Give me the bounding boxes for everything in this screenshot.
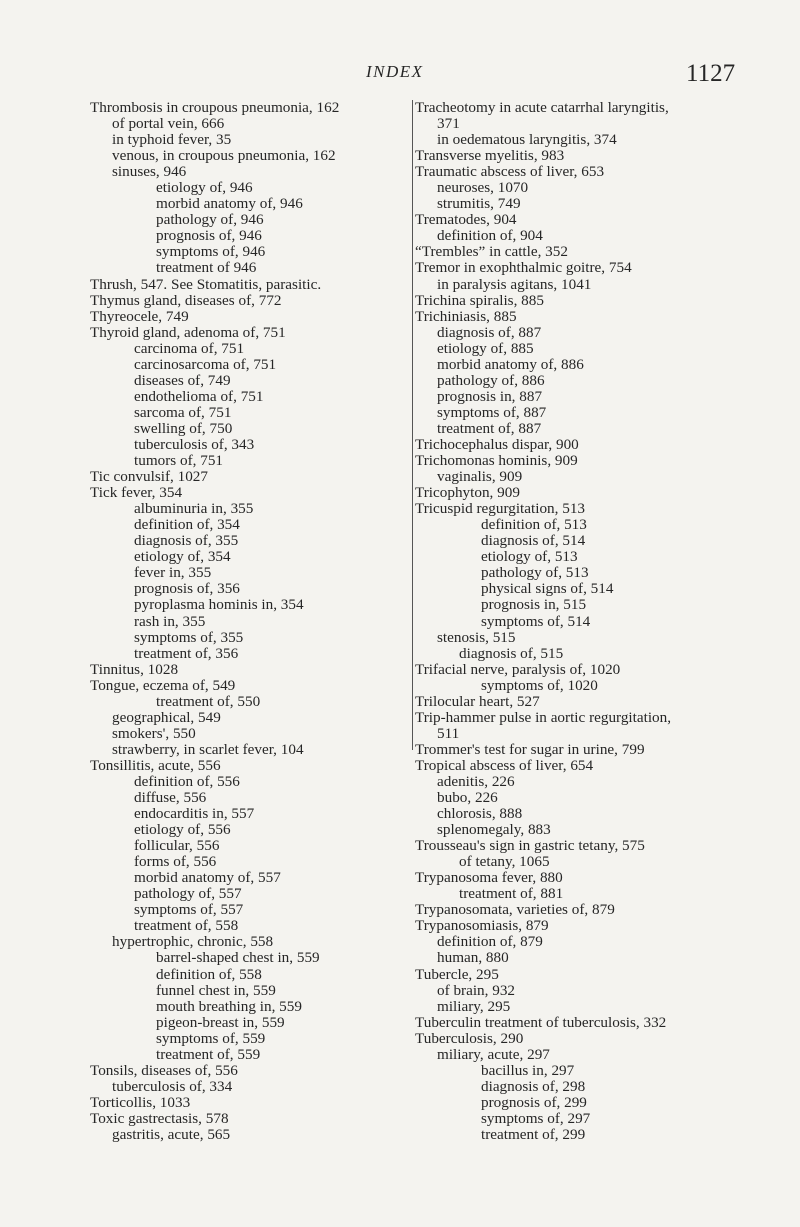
index-entry: carcinosarcoma of, 751 [134,355,277,373]
index-entry: Toxic gastrectasis, 578 [90,1109,229,1127]
index-entry: etiology of, 513 [481,548,578,566]
index-entry: pigeon-breast in, 559 [156,1013,285,1031]
index-entry: Traumatic abscess of liver, 653 [415,163,605,181]
index-entry: symptoms of, 514 [481,612,591,630]
index-entry: carcinoma of, 751 [134,339,245,357]
index-entry: Thrombosis in croupous pneumonia, 162 [90,99,340,116]
index-entry: Tubercle, 295 [415,965,499,983]
index-column-right [412,99,745,1143]
index-entry: Tropical abscess of liver, 654 [415,756,594,774]
index-entry: definition of, 879 [437,933,543,951]
index-entry: physical signs of, 514 [481,580,614,598]
index-entry: venous, in croupous pneumonia, 162 [112,147,336,165]
index-entry: treatment of, 550 [156,692,261,710]
index-entry: 371 [437,115,460,133]
index-entry: Trematodes, 904 [415,211,517,229]
index-entry: rash in, 355 [134,612,206,630]
index-entry: Thyroid gland, adenoma of, 751 [90,323,286,341]
index-entry: bubo, 226 [437,789,498,807]
index-entry: diagnosis of, 515 [459,644,564,662]
index-entry: stenosis, 515 [437,628,516,646]
index-entry: Trousseau's sign in gastric tetany, 575 [415,837,645,855]
index-entry: Tuberculin treatment of tuberculosis, 332 [415,1013,667,1031]
index-entry: etiology of, 885 [437,339,534,357]
index-entry: Trommer's test for sugar in urine, 799 [415,740,645,758]
index-entry: strawberry, in scarlet fever, 104 [112,740,304,758]
index-entry: fever in, 355 [134,564,212,582]
index-entry: forms of, 556 [134,853,217,871]
index-entry: mouth breathing in, 559 [156,997,302,1015]
index-entry: miliary, acute, 297 [437,1045,550,1063]
index-entry: Thrush, 547. See Stomatitis, parasitic. [90,275,322,293]
index-entry: diagnosis of, 298 [481,1077,586,1095]
index-entry: diffuse, 556 [134,789,207,807]
index-entry: 511 [437,724,460,742]
index-entry: Transverse myelitis, 983 [415,147,565,165]
index-entry: morbid anatomy of, 557 [134,869,281,887]
running-title: INDEX [366,62,424,81]
index-entry: Tinnitus, 1028 [90,660,179,678]
index-entry: sarcoma of, 751 [134,403,232,421]
index-entry: Trichocephalus dispar, 900 [415,435,579,453]
index-entry: treatment of, 356 [134,644,239,662]
index-entry: Tremor in exophthalmic goitre, 754 [415,259,632,277]
index-entry: bacillus in, 297 [481,1061,575,1079]
index-entry: treatment of, 558 [134,917,239,935]
index-entry: tuberculosis of, 334 [112,1077,233,1095]
index-entry: Trypanosomata, varieties of, 879 [415,901,615,919]
index-entry: pathology of, 557 [134,885,242,903]
index-entry: Tick fever, 354 [90,484,183,502]
index-entry: endocarditis in, 557 [134,805,255,823]
index-entry: treatment of, 881 [459,885,564,903]
index-entry: symptoms of, 559 [156,1029,266,1047]
index-entry: strumitis, 749 [437,195,521,213]
index-entry: Tonsils, diseases of, 556 [90,1061,238,1079]
index-entry: human, 880 [437,949,509,967]
index-entry: funnel chest in, 559 [156,981,276,999]
index-entry: Tricuspid regurgitation, 513 [415,500,586,518]
index-entry: vaginalis, 909 [437,468,523,486]
index-entry: pyroplasma hominis in, 354 [134,596,304,614]
index-entry: geographical, 549 [112,708,221,726]
index-entry: smokers', 550 [112,724,196,742]
index-entry: adenitis, 226 [437,772,515,790]
index-entry: symptoms of, 297 [481,1109,591,1127]
index-entry: swelling of, 750 [134,419,233,437]
index-entry: prognosis of, 356 [134,580,240,598]
index-entry: treatment of 946 [156,259,257,277]
index-entry: Tongue, eczema of, 549 [90,676,236,694]
index-entry: Thyreocele, 749 [90,307,189,325]
index-entry: Tracheotomy in acute catarrhal laryngitis, [415,99,669,116]
index-entry: prognosis of, 299 [481,1093,587,1111]
index-entry: symptoms of, 557 [134,901,244,919]
index-entry: in paralysis agitans, 1041 [437,275,592,293]
index-entry: prognosis in, 887 [437,387,543,405]
index-entry: “Trembles” in cattle, 352 [415,243,568,261]
index-entry: diagnosis of, 514 [481,532,586,550]
index-entry: Tic convulsif, 1027 [90,468,208,486]
index-entry: Trypanosoma fever, 880 [415,869,563,887]
index-entry: morbid anatomy of, 886 [437,355,584,373]
index-entry: diagnosis of, 355 [134,532,239,550]
index-entry: miliary, 295 [437,997,511,1015]
index-entry: pathology of, 513 [481,564,589,582]
index-entry: of brain, 932 [437,981,516,999]
index-entry: neuroses, 1070 [437,179,529,197]
index-entry: definition of, 904 [437,227,543,245]
index-entry: Trichiniasis, 885 [415,307,517,325]
index-entry: endothelioma of, 751 [134,387,264,405]
index-entry: treatment of, 299 [481,1126,586,1143]
index-entry: definition of, 513 [481,516,587,534]
index-entry: of portal vein, 666 [112,115,225,133]
index-entry: Tricophyton, 909 [415,484,520,502]
index-entry: diagnosis of, 887 [437,323,542,341]
index-entry: in oedematous laryngitis, 374 [437,131,617,149]
index-entry: etiology of, 354 [134,548,231,566]
index-entry: prognosis in, 515 [481,596,587,614]
index-entry: hypertrophic, chronic, 558 [112,933,274,951]
index-entry: gastritis, acute, 565 [112,1126,231,1143]
index-entry: tumors of, 751 [134,452,224,470]
index-entry: Trip-hammer pulse in aortic regurgitation, [415,708,672,726]
index-entry: treatment of, 559 [156,1045,261,1063]
index-entry: symptoms of, 1020 [481,676,598,694]
index-entry: diseases of, 749 [134,371,231,389]
index-entry: Trilocular heart, 527 [415,692,540,710]
index-entry: pathology of, 886 [437,371,545,389]
index-entry: etiology of, 556 [134,821,231,839]
index-entry: Tuberculosis, 290 [415,1029,524,1047]
index-entry: Thymus gland, diseases of, 772 [90,291,282,309]
index-entry: Trichina spiralis, 885 [415,291,544,309]
index-entry: tuberculosis of, 343 [134,435,255,453]
index-entry: definition of, 354 [134,516,240,534]
index-entry: prognosis of, 946 [156,227,262,245]
index-entry: sinuses, 946 [112,163,187,181]
index-entry: Tonsillitis, acute, 556 [90,756,221,774]
index-entry: symptoms of, 887 [437,403,547,421]
index-entry: Trypanosomiasis, 879 [415,917,549,935]
index-entry: definition of, 556 [134,772,240,790]
index-entry: chlorosis, 888 [437,805,523,823]
index-entry: symptoms of, 355 [134,628,244,646]
index-entry: splenomegaly, 883 [437,821,551,839]
index-entry: treatment of, 887 [437,419,542,437]
index-entry: of tetany, 1065 [459,853,550,871]
index-column-left [90,100,400,1143]
page-header [0,60,800,100]
page-number: 1127 [686,60,736,87]
index-entry: morbid anatomy of, 946 [156,195,303,213]
index-entry: follicular, 556 [134,837,220,855]
index-entry: Trifacial nerve, paralysis of, 1020 [415,660,621,678]
index-entry: symptoms of, 946 [156,243,266,261]
index-entry: etiology of, 946 [156,179,253,197]
index-entry: albuminuria in, 355 [134,500,254,518]
index-entry: pathology of, 946 [156,211,264,229]
index-entry: definition of, 558 [156,965,262,983]
index-entry: barrel-shaped chest in, 559 [156,949,320,967]
index-entry: Trichomonas hominis, 909 [415,452,578,470]
index-entry: in typhoid fever, 35 [112,131,232,149]
index-entry: Torticollis, 1033 [90,1093,191,1111]
